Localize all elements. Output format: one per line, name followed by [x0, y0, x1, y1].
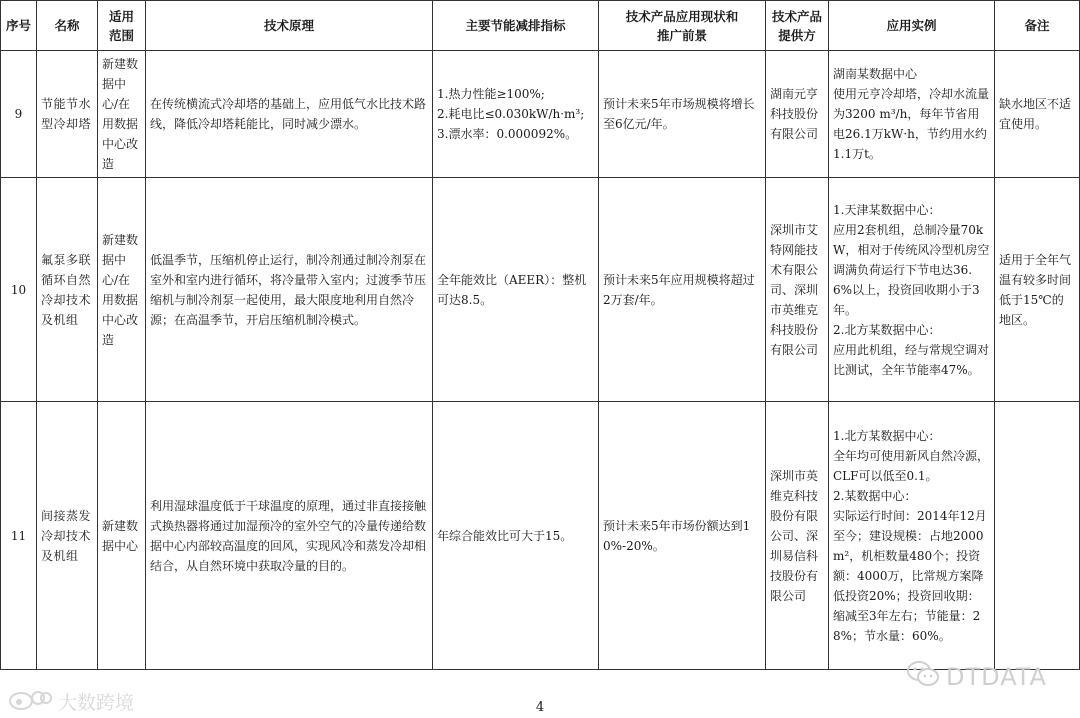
header-example: 应用实例 [829, 1, 995, 51]
table-row [1, 178, 1080, 402]
row-name: 间接蒸发冷却技术及机组 [37, 402, 98, 670]
row-scope: 新建数据中心/在用数据中心改造 [98, 178, 146, 402]
row-prospect: 预计未来5年市场规模将增长至6亿元/年。 [599, 51, 766, 178]
row-prospect: 预计未来5年市场份额达到10%-20%。 [599, 402, 766, 670]
page-number: 4 [535, 700, 545, 715]
row-prospect: 预计未来5年应用规模将超过2万套/年。 [599, 178, 766, 402]
watermark-left [8, 686, 134, 717]
row-indicators: 年综合能效比可大于15。 [433, 402, 599, 670]
row-example: 1.北方某数据中心： 全年均可使用新风自然冷源，CLF可以低至0.1。 2.某数据中心： 实际运行时间：2014年12月至今；建设规模：占地2000m²，机柜数量480个；投资额：4000万，比常规方案降低投资20%；投资回收期：缩减至3年左右；节能量：28%；节水量：60%。 [829, 402, 995, 670]
row-indicators: 1.热力性能≥100%; 2.耗电比≤0.030kW/h·m³; 3.漂水率：0.000092%。 [433, 51, 599, 178]
row-principle: 低温季节，压缩机停止运行，制冷剂通过制冷剂泵在室外和室内进行循环，将冷量带入室内；过渡季节压缩机与制冷剂泵一起使用，最大限度地利用自然冷源；在高温季节，开启压缩机制冷模式。 [146, 178, 433, 402]
row-note [995, 402, 1080, 670]
header-name: 名称 [37, 1, 98, 51]
table-row [1, 51, 1080, 178]
row-scope: 新建数据中心/在用数据中心改造 [98, 51, 146, 178]
header-scope: 适用 范围 [98, 1, 146, 51]
row-principle: 利用湿球温度低于干球温度的原理，通过非直接接触式换热器将通过加湿预冷的室外空气的冷量传递给数据中心内部较高温度的回风，实现风冷和蒸发冷却相结合，从自然环境中获取冷量的目的。 [146, 402, 433, 670]
row-note: 缺水地区不适宜使用。 [995, 51, 1080, 178]
row-scope: 新建数据中心 [98, 402, 146, 670]
header-provider: 技术产品 提供方 [766, 1, 829, 51]
header-row [1, 1, 1080, 51]
row-provider: 深圳市艾特网能技术有限公司、深圳市英维克科技股份有限公司 [766, 178, 829, 402]
watermark-left-text: 大数跨境 [58, 692, 135, 714]
row-example: 湖南某数据中心 使用元亨冷却塔，冷却水流量为3200 m³/h，每年节省用电26.1万kW·h，节约用水约1.1万t。 [829, 51, 995, 178]
table-row [1, 402, 1080, 670]
row-no: 10 [1, 178, 37, 402]
row-provider: 深圳市英维克科技股份有限公司、深圳易信科技股份有限公司 [766, 402, 829, 670]
watermark-right [906, 660, 1047, 694]
header-principle: 技术原理 [146, 1, 433, 51]
header-note: 备注 [995, 1, 1080, 51]
row-name: 节能节水型冷却塔 [37, 51, 98, 178]
wechat-logo-icon [906, 660, 940, 694]
header-prospect: 技术产品应用现状和 推广前景 [599, 1, 766, 51]
row-no: 9 [1, 51, 37, 178]
row-provider: 湖南元亨科技股份有限公司 [766, 51, 829, 178]
header-indicators: 主要节能减排指标 [433, 1, 599, 51]
header-no: 序号 [1, 1, 37, 51]
row-principle: 在传统横流式冷却塔的基础上，应用低气水比技术路线，降低冷却塔耗能比，同时减少漂水。 [146, 51, 433, 178]
row-name: 氟泵多联循环自然冷却技术及机组 [37, 178, 98, 402]
row-no: 11 [1, 402, 37, 670]
row-note: 适用于全年气温有较多时间低于15℃的地区。 [995, 178, 1080, 402]
weibo-logo-icon [8, 686, 52, 717]
watermark-right-text: DTDATA [946, 663, 1047, 691]
row-example: 1.天津某数据中心： 应用2套机组，总制冷量70kW，相对于传统风冷型机房空调满负荷运行下节电达36.6%以上，投资回收期小于3年。 2.北方某数据中心： 应用此机组，经与常规空调对比测试，全年节能率47%。 [829, 178, 995, 402]
row-indicators: 全年能效比（AEER）：整机可达8.5。 [433, 178, 599, 402]
